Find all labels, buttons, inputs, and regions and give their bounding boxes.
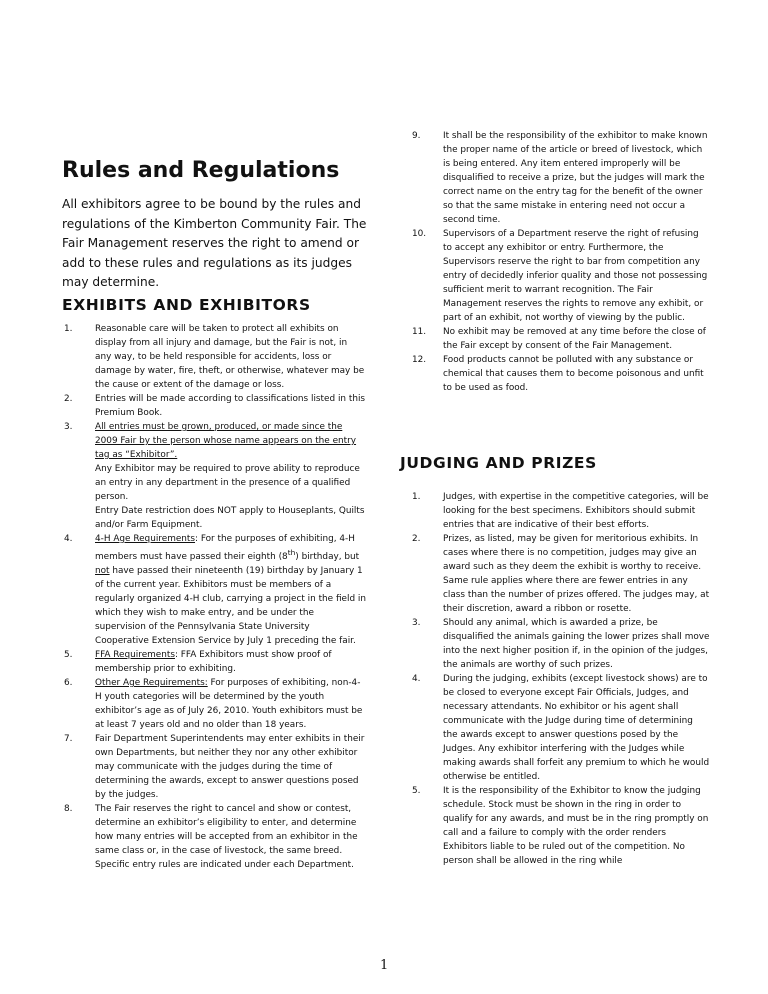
superscript: th bbox=[287, 548, 296, 557]
item-number: 2. bbox=[412, 534, 421, 544]
item-number: 3. bbox=[412, 618, 421, 628]
item-number: 12. bbox=[412, 355, 427, 365]
item-text: have passed their nineteenth (19) birthday by January 1 of the current year. Exhibitors must be members of a regularly organized 4-H club, carrying a project in the field in which they wish to make entry, and be under the supervision of the Pennsylvania State University Cooperative Extension Service by July 1 preceding the fair. bbox=[95, 565, 367, 646]
page-number: 1 bbox=[380, 958, 389, 973]
list-item bbox=[64, 392, 366, 420]
item-text: It shall be the responsibility of the exhibitor to make known the proper name of the article or breed of livestock, which is being entered. Any item entered improperly will be disqualified to receive a prize, but the judges will mark the correct name on the entry tag for the benefit of the owner so that the same mistake in entering need not occur a second time. bbox=[443, 131, 708, 225]
item-label: 4-H Age Requirements bbox=[95, 534, 196, 544]
item-text: No exhibit may be removed at any time before the close of the Fair except by consent of the Fair Management. bbox=[443, 327, 706, 351]
list-item bbox=[412, 490, 710, 532]
item-number: 4. bbox=[64, 534, 73, 544]
section-heading-exhibits: EXHIBITS AND EXHIBITORS bbox=[62, 296, 311, 314]
page-title: Rules and Regulations bbox=[62, 158, 340, 183]
item-number: 11. bbox=[412, 327, 427, 337]
item-text: Judges, with expertise in the competitive categories, will be looking for the best specimens. Exhibitors should submit entries that are indicative of their best efforts. bbox=[443, 492, 709, 530]
item-label: Other Age Requirements: bbox=[95, 677, 208, 688]
item-number: 9. bbox=[412, 131, 421, 141]
item-number: 2. bbox=[64, 394, 73, 404]
item-text: Prizes, as listed, may be given for meritorious exhibits. In cases where there is no competition, judges may give an award such as they deem the exhibit is worthy to receive. Same rule applies where there are fewer entries in any class than the number of prizes offered. The judges may, at their discretion, award a ribbon or rosette. bbox=[443, 534, 710, 614]
list-item bbox=[64, 676, 366, 732]
list-item bbox=[412, 129, 710, 227]
item-text: During the judging, exhibits (except livestock shows) are to be closed to everyone except Fair Officials, Judges, and necessary attendants. No exhibitor or his agent shall communicate with the Judge during time of determining the awards except to answer questions posed by the Judges. Any exhibitor interfering with the Judges while making awards shall forfeit any premium to which he would otherwise be entitled. bbox=[443, 674, 710, 782]
item-text: It is the responsibility of the Exhibitor to know the judging schedule. Stock must be shown in the ring in order to qualify for any awards, and must be in the ring promptly on call and a failure to comply with the order renders Exhibitors liable to be ruled out of the competition. No person shall be allowed in the ring while bbox=[443, 786, 709, 866]
item-text: Food products cannot be polluted with any substance or chemical that causes them to become poisonous and unfit to be used as food. bbox=[443, 355, 704, 393]
section-heading-judging: JUDGING AND PRIZES bbox=[400, 454, 597, 472]
item-number: 8. bbox=[64, 803, 73, 814]
list-item bbox=[412, 532, 710, 616]
list-item bbox=[412, 353, 710, 395]
item-text: Fair Department Superintendents may enter exhibits in their own Departments, but neither they nor any other exhibitor may communicate with the judges during the time of determining the awards, except to answer questions posed by the judges. bbox=[95, 733, 365, 800]
item-text: : For the purposes of exhibiting, 4-H members must have passed their eighth (8 bbox=[95, 534, 355, 562]
item-text: Entry Date restriction does NOT apply to Houseplants, Quilts and/or Farm Equipment. bbox=[95, 506, 365, 530]
item-text: Should any animal, which is awarded a prize, be disqualified the animals gaining the lower prizes shall move into the next higher position if, in the opinion of the judges, the animals are worthy of such prizes. bbox=[443, 618, 710, 670]
item-number: 7. bbox=[64, 733, 73, 744]
exhibits-list-continued bbox=[412, 129, 710, 395]
item-text: Any Exhibitor may be required to prove ability to reproduce an entry in any department in the presence of a qualified person. bbox=[95, 464, 360, 502]
item-text-underlined: not bbox=[95, 565, 110, 576]
list-item bbox=[412, 227, 710, 325]
item-number: 4. bbox=[412, 674, 421, 684]
judging-list bbox=[412, 490, 710, 868]
list-item bbox=[412, 672, 710, 784]
item-label: FFA Requirements bbox=[95, 649, 175, 660]
item-text: ) birthday, but bbox=[295, 551, 360, 562]
item-text: : FFA Exhibitors must show proof of membership prior to exhibiting. bbox=[95, 649, 332, 674]
item-number: 1. bbox=[64, 324, 73, 334]
list-item bbox=[412, 616, 710, 672]
intro-paragraph: All exhibitors agree to be bound by the rules and regulations of the Kimberton Community Fair. The Fair Management reserves the right to amend or add to these rules and regulations as its judges may determine. bbox=[62, 197, 367, 289]
item-number: 6. bbox=[64, 677, 73, 688]
list-item bbox=[412, 784, 710, 868]
item-number: 1. bbox=[412, 492, 421, 502]
exhibits-list bbox=[64, 322, 366, 872]
item-text-underlined: All entries must be grown, produced, or made since the 2009 Fair by the person whose name appears on the entry tag as “Exhibitor”. bbox=[95, 422, 357, 460]
item-text: Reasonable care will be taken to protect all exhibits on display from all injury and damage, but the Fair is not, in any way, to be held responsible for accidents, loss or damage by water, fire, theft, or otherwise, whatever may be the cause or extent of the damage or loss. bbox=[95, 324, 365, 390]
list-item bbox=[64, 802, 366, 872]
list-item bbox=[64, 648, 366, 676]
list-item bbox=[412, 325, 710, 353]
list-item bbox=[64, 322, 366, 392]
list-item bbox=[64, 420, 366, 532]
item-number: 5. bbox=[412, 786, 421, 796]
item-number: 3. bbox=[64, 422, 73, 432]
list-item bbox=[64, 532, 366, 648]
item-text: Supervisors of a Department reserve the right of refusing to accept any exhibitor or entry. Furthermore, the Supervisors reserve the right to bar from competition any entry of decidedly inferior quality and those not possessing sufficient merit to warrant recognition. The Fair Management reserves the rights to remove any exhibit, or part of an exhibit, not worthy of viewing by the public. bbox=[443, 229, 708, 323]
item-text: The Fair reserves the right to cancel and show or contest, determine an exhibitor’s eligibility to enter, and determine how many entries will be accepted from an exhibitor in the same class or, in the case of livestock, the same breed. Specific entry rules are indicated under each Department. bbox=[95, 803, 358, 870]
list-item bbox=[64, 732, 366, 802]
item-number: 5. bbox=[64, 649, 73, 660]
item-number: 10. bbox=[412, 229, 427, 239]
item-text: Entries will be made according to classifications listed in this Premium Book. bbox=[95, 394, 366, 418]
item-text: For purposes of exhibiting, non-4-H youth categories will be determined by the youth exhibitor’s age as of July 26, 2010. Youth exhibitors must be at least 7 years old and no older than 18 years. bbox=[95, 677, 363, 730]
